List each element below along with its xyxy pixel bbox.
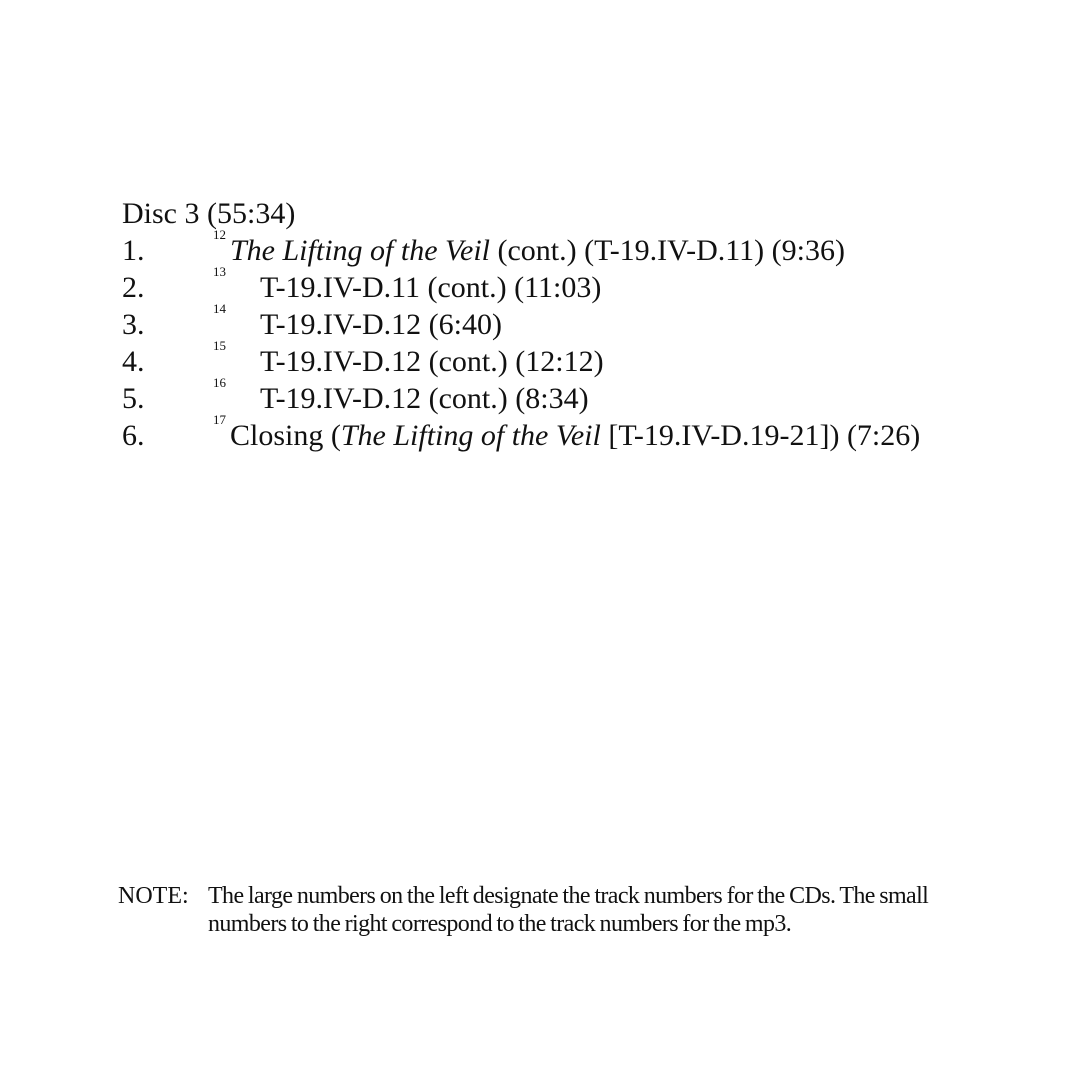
cd-track-number: 1. (122, 234, 145, 267)
cd-track-number: 3. (122, 308, 145, 341)
mp3-track-number: 15 (213, 338, 226, 353)
track-title: T-19.IV-D.12 (6:40) (260, 308, 502, 341)
cd-track-number: 4. (122, 345, 145, 378)
track-title-prefix: Closing ( (230, 419, 341, 452)
mp3-track-number: 12 (213, 227, 226, 242)
note-text: The large numbers on the left designate the track numbers for the CDs. The small numbers to the right correspond to the track numbers for the mp3. (208, 883, 929, 937)
mp3-track-number: 14 (213, 301, 226, 316)
track-title (230, 232, 845, 269)
track-title-italic: The Lifting of the Veil (230, 234, 490, 267)
mp3-track-number: 13 (213, 264, 226, 279)
cd-track-number: 2. (122, 271, 145, 304)
track-title: T-19.IV-D.11 (cont.) (11:03) (260, 271, 602, 304)
mp3-track-number: 17 (213, 412, 226, 427)
note-label: NOTE: (118, 883, 189, 909)
track-title: T-19.IV-D.12 (cont.) (8:34) (260, 382, 589, 415)
track-title-rest: (cont.) (T-19.IV-D.11) (9:36) (490, 234, 845, 267)
cd-track-number: 5. (122, 382, 145, 415)
disc-title: Disc 3 (55:34) (122, 197, 296, 230)
cd-track-number: 6. (122, 419, 145, 452)
track-title-rest: [T-19.IV-D.19-21]) (7:26) (600, 419, 921, 452)
track-title-italic: The Lifting of the Veil (340, 419, 601, 452)
track-title: T-19.IV-D.12 (cont.) (12:12) (260, 345, 604, 378)
track-title (230, 417, 920, 454)
mp3-track-number: 16 (213, 375, 226, 390)
